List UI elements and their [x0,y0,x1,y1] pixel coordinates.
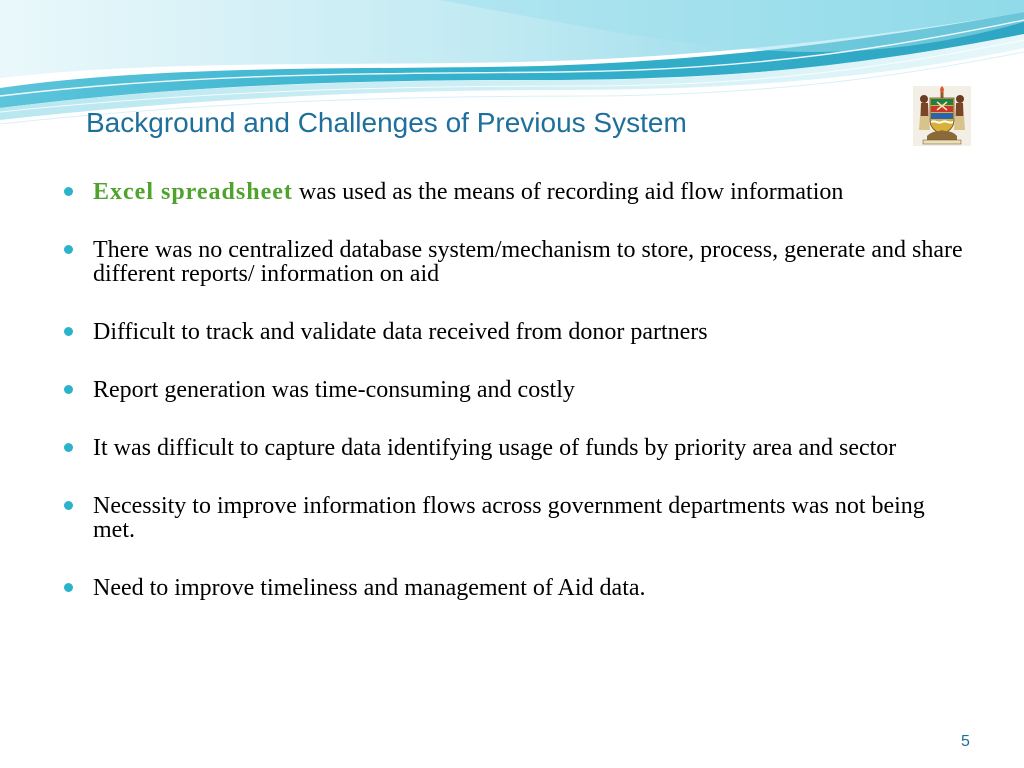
bullet-item [64,436,963,460]
bullet-marker-icon [64,245,73,254]
bullet-text: Necessity to improve information flows across government departments was not being met. [93,493,925,543]
bullet-text: Difficult to track and validate data received from donor partners [93,319,708,345]
bullet-list [64,180,963,634]
bullet-item [64,576,963,600]
bullet-marker-icon [64,385,73,394]
bullet-marker-icon [64,501,73,510]
bullet-marker-icon [64,327,73,336]
bullet-text: It was difficult to capture data identifying usage of funds by priority area and sector [93,435,897,461]
bullet-item [64,494,963,542]
bullet-text: Report generation was time-consuming and costly [93,377,575,403]
highlighted-term: Excel spreadsheet [93,179,293,205]
bullet-text: There was no centralized database system/mechanism to store, process, generate and share different reports/ information on aid [93,237,963,287]
bullet-marker-icon [64,583,73,592]
bullet-marker-icon [64,443,73,452]
bullet-item [64,320,963,344]
bullet-text: was used as the means of recording aid flow information [292,179,844,205]
bullet-item [64,238,963,286]
bullet-text: Need to improve timeliness and management of Aid data. [93,575,646,601]
bullet-item [64,378,963,402]
coat-of-arms-icon [913,86,971,146]
bullet-marker-icon [64,187,73,196]
bullet-item [64,180,963,204]
slide-title: Background and Challenges of Previous System [86,107,687,138]
page-number: 5 [961,733,970,750]
